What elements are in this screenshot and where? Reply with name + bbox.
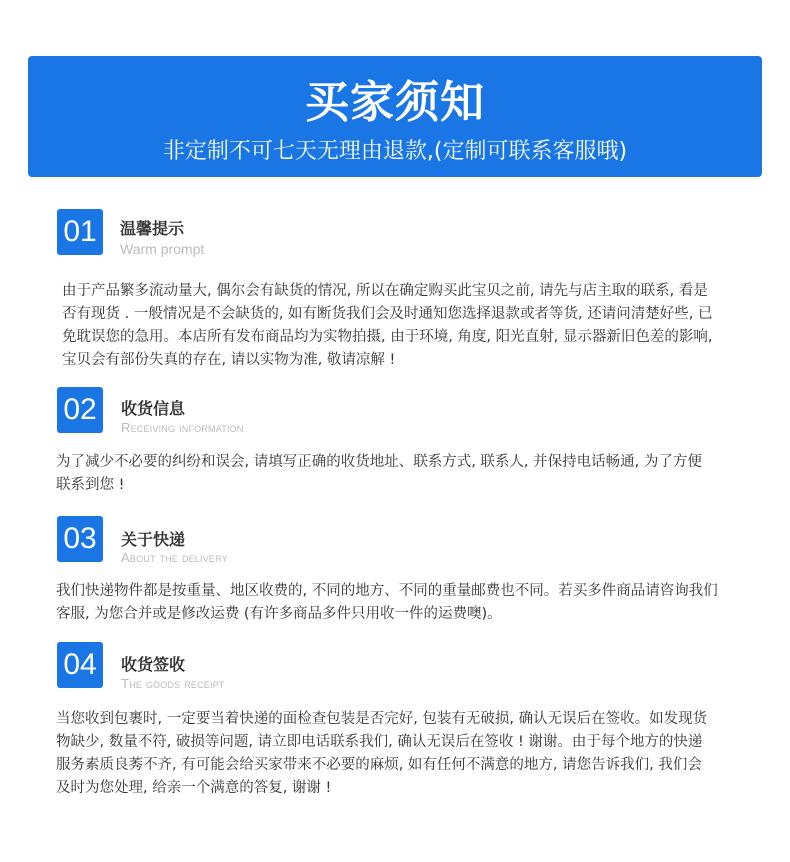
section-subtitle-en: Warm prompt [120, 241, 205, 257]
section-title: 温馨提示 [120, 219, 185, 238]
section-number-badge: 01 [57, 209, 103, 255]
section-body-line: 宝贝会有部份失真的存在, 请以实物为准, 敬请凉解 ! [62, 352, 396, 368]
section-subtitle-en: The goods receipt [121, 676, 225, 691]
banner-subtitle: 非定制不可七天无理由退款,(定制可联系客服哦) [162, 139, 628, 164]
banner-title: 买家须知 [305, 77, 485, 128]
section-body [56, 451, 746, 497]
section-number-badge: 02 [57, 387, 103, 433]
section-title: 关于快递 [121, 530, 186, 549]
section-subtitle-en: About the delivery [121, 550, 228, 565]
section-body [56, 708, 746, 800]
section-body-line: 物缺少, 数量不符, 破损等问题, 请立即电话联系我们, 确认无误后在签收 ! 谢谢。由于每个地方的快递 [56, 734, 703, 750]
section-body-line: 联系到您 ! [56, 477, 125, 493]
section-body-line: 为了减少不必要的纠纷和误会, 请填写正确的收货地址、联系方式, 联系人, 并保持电话畅通, 为了方便 [56, 454, 702, 470]
section-title: 收货签收 [121, 655, 186, 674]
section-body-line: 客服, 为您合并或是修改运费 (有许多商品多件只用收一件的运费噢)。 [56, 606, 502, 622]
section-body-line: 服务素质良莠不齐, 有可能会给买家带来不必要的麻烦, 如有任何不满意的地方, 请您告诉我们, 我们会 [56, 757, 702, 773]
section-subtitle-en: Receiving information [121, 420, 244, 435]
section-body [56, 580, 746, 626]
section-title: 收货信息 [121, 399, 186, 418]
section-body-line: 免耽误您的急用。本店所有发布商品均为实物拍摄, 由于环境, 角度, 阳光直射, 显示器新旧色差的影响, [62, 329, 713, 345]
section-number-badge: 03 [57, 516, 103, 562]
header-banner [28, 56, 762, 177]
section-body-line: 当您收到包裹时, 一定要当着快递的面检查包装是否完好, 包装有无破损, 确认无误后在签收。如发现货 [56, 711, 708, 727]
section-number-badge: 04 [57, 642, 103, 688]
section-body-line: 我们快递物件都是按重量、地区收费的, 不同的地方、不同的重量邮费也不同。若买多件商品请咨询我们 [56, 583, 718, 599]
section-body-line: 及时为您处理, 给亲一个满意的答复, 谢谢 ! [56, 780, 332, 796]
section-body [62, 280, 742, 372]
section-body-line: 否有现货 . 一般情况是不会缺货的, 如有断货我们会及时通知您选择退款或者等货, 还请问清楚好些, 已 [62, 306, 713, 322]
section-body-line: 由于产品繁多流动量大, 偶尔会有缺货的情况, 所以在确定购买此宝贝之前, 请先与店主取的联系, 看是 [62, 283, 708, 299]
